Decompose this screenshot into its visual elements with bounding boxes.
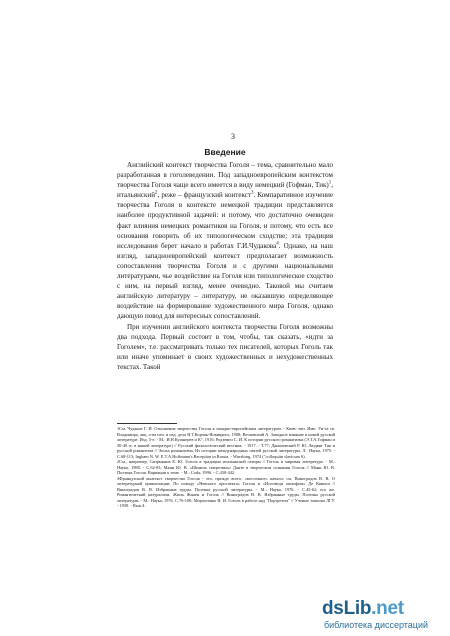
footnote-mark: 4 [276,241,279,247]
footnote-mark: 3 [250,190,254,196]
page-number: 3 [231,132,235,141]
footnote-mark: 1 [328,180,332,186]
footnote-2: 2См., например, Сапрыкина Е. Ю. Гоголь в традиции итальянской сатиры // Гоголь и мировая литература. - М.: Наука, 1988. - С.62-83; Манн Ю. В. «Шинель смертовых» Данте в творческом сознании Гоголя // Манн Ю. В. Поэтика Гоголя. Вариации к теме. - М.: Coda, 1996. - С.430-442. [117,459,335,475]
footnotes [117,426,335,509]
body-text [117,160,333,372]
dslib-logo[interactable]: dsLib.net [322,598,404,619]
paragraph-approaches: При изучении английского контекста творчества Гоголя возможны два подхода. Первый состоит в том, чтобы, так сказать, «идти за Гоголем», т.е. рассматривать только тех писателей, которых Гоголь так или иначе упоминает в своих художественных и нехудожественных текстах. Такой [117,322,333,371]
footnote-mark: 2 [154,190,158,196]
footnote-1: 1См. Чудаков Г. И. Отношение творчества Гоголя к западно-европейским литературам. - Киев: тип. Имп. Ун-та св. Владимира, акц. о-ва печ. и изд. дела Н.Т.Корчак-Новицкого, 1908; Вескевский А. Западное влияние в новой русской литературе. Изд. 5-е. - М.: И.Н.Кушнерев и К°, 1916; Родзевич С. И. К истории русского романтизма (Э.Т.А.Гофман и 30-40 гг. в нашей литературе) // Русский филологический вестник. - 1917. - Т.77; Данилевский Р. Ю. Людвиг Тик и русский романтизм // Эпоха романтизма. Из истории международных связей русской литературы. Л.: Наука, 1975. - С.68-113; Ingham N. W. E.T.A.Hoffmann's Reception in Russia. - Wurzburg, 1974 ("colloquiin slavicum 6). [117,426,335,459]
footnote-divider [117,423,177,424]
dslib-watermark[interactable] [322,592,450,636]
paragraph-intro: Английский контекст творчества Гоголя – тема, сравнительно мало разработанная в гоголеведении. Под западноевропейским контекстом творчества Гоголя чаще всего имеется в виду немецкий (Гофман, Тик)$^1$, итальянский$^2$, реже – французский контекст$^3$. Компаративное изучение творчества Гоголя в контексте немецкой традиции представляется наиболее продуктивной задачей: и потому, что достаточно очевиден факт влияния немецких романтиков на Гоголя, и потому, что есть все основания говорить об их типологическом сходстве; эта традиция исследования берет начало в работах Г.И.Чудакова$^4$. Однако, на наш взгляд, западноевропейский контекст предполагает возможность сопоставления творчества Гоголя и с другими национальными литературами, чье воздействие на Гоголя или типологическое сходство с ним, на первый взгляд, менее очевидно. Таковой мы считаем английскую литературу – литературу, не оказавшую определяющее воздействие на формирование художественного мира Гоголя, однако дающую повод для интересных сопоставлений. [117,161,333,321]
footnote-3: 3Французский контекст творчества Гоголя - это, прежде всего, «восточное» начало; см. Виноградов В. В. О литературной цивилизации: По поводу «Невского проспекта» Гоголя и «Исповеди опиофага» Де Квинси // Виноградов В. В. Избранные труды. Поэтика русской литературы. - М.: Наука, 1976. - С.45-62; его же. Романтический натурализм. Жюль Жанен и Гоголь // Виноградов В. В. Избранные труды. Поэтика русской литературы. - М.: Наука, 1976. С.76-100; Морохтенко Н. И. Гоголь в работе над "Портретом" // Ученые записки ЛГУ. - 1939. - Вып.4. [117,475,335,508]
section-heading: Введение [204,147,246,157]
watermark-subtitle: библиотека диссертаций [324,620,429,630]
